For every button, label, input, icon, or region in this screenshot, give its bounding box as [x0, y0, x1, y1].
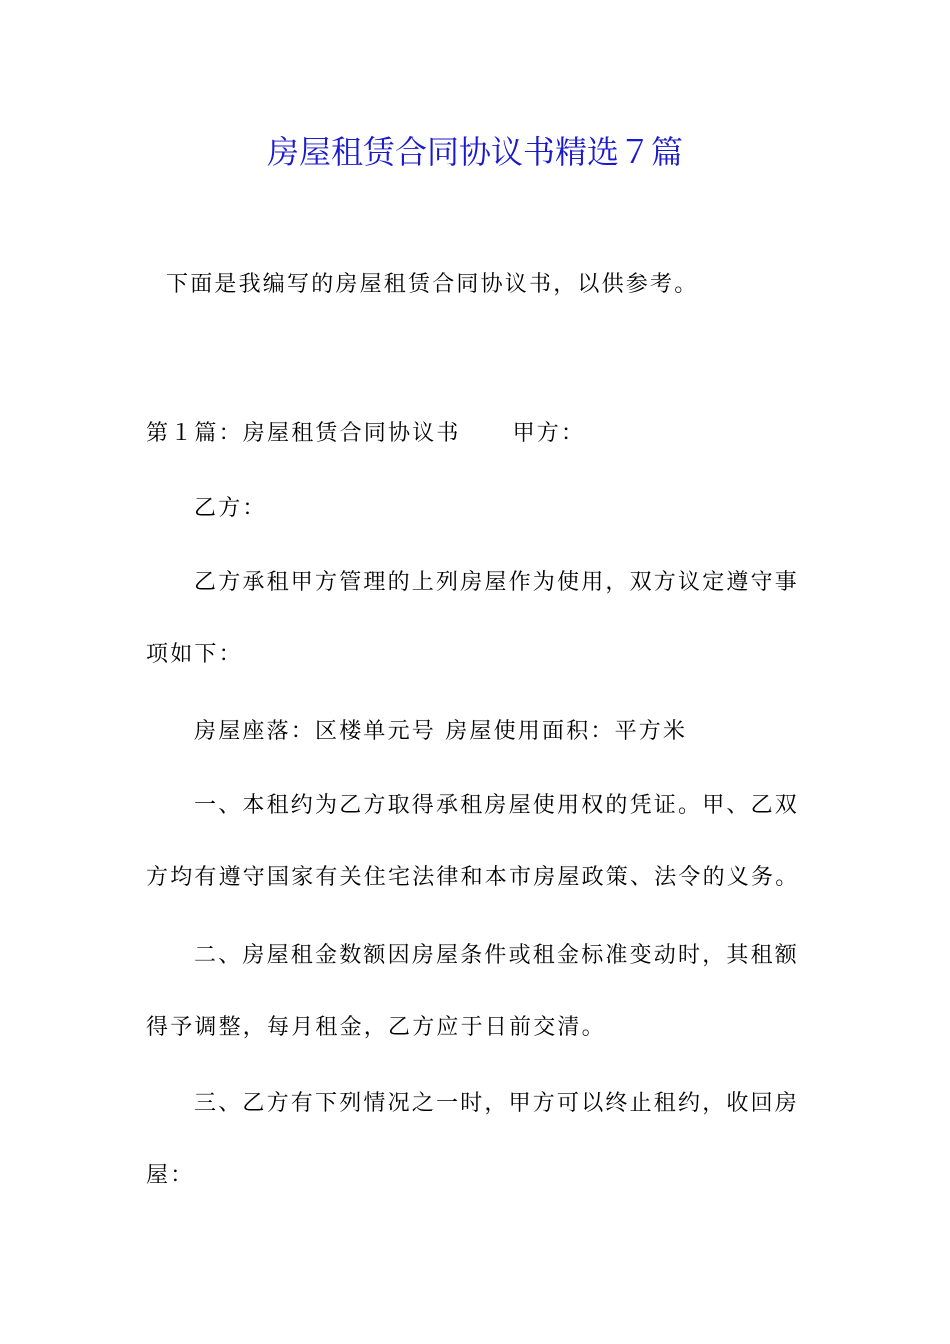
- party-b-label: 乙方：: [194, 496, 267, 521]
- body-paragraph: 一、本租约为乙方取得承租房屋使用权的凭证。甲、乙双方均有遵守国家有关住宅法律和本市房屋政策、法令的义务。: [146, 793, 800, 890]
- document-title: 房屋租赁合同协议书精选７篇: [266, 133, 683, 171]
- party-a-label: 甲方：: [512, 421, 586, 446]
- section-heading: 第１篇：房屋租赁合同协议书: [146, 421, 461, 446]
- body-paragraph: 二、房屋租金数额因房屋条件或租金标准变动时，其租额得予调整，每月租金，乙方应于日前交清。: [146, 943, 800, 1040]
- intro-paragraph: 下面是我编写的房屋租赁合同协议书，以供参考。: [166, 272, 699, 297]
- body-paragraph: 乙方承租甲方管理的上列房屋作为使用，双方议定遵守事项如下：: [146, 570, 800, 667]
- body-paragraph: 三、乙方有下列情况之一时，甲方可以终止租约，收回房屋：: [146, 1091, 800, 1188]
- section-heading-line: [146, 398, 806, 470]
- body-paragraph: 房屋座落：区楼单元号 房屋使用面积：平方米: [194, 719, 688, 744]
